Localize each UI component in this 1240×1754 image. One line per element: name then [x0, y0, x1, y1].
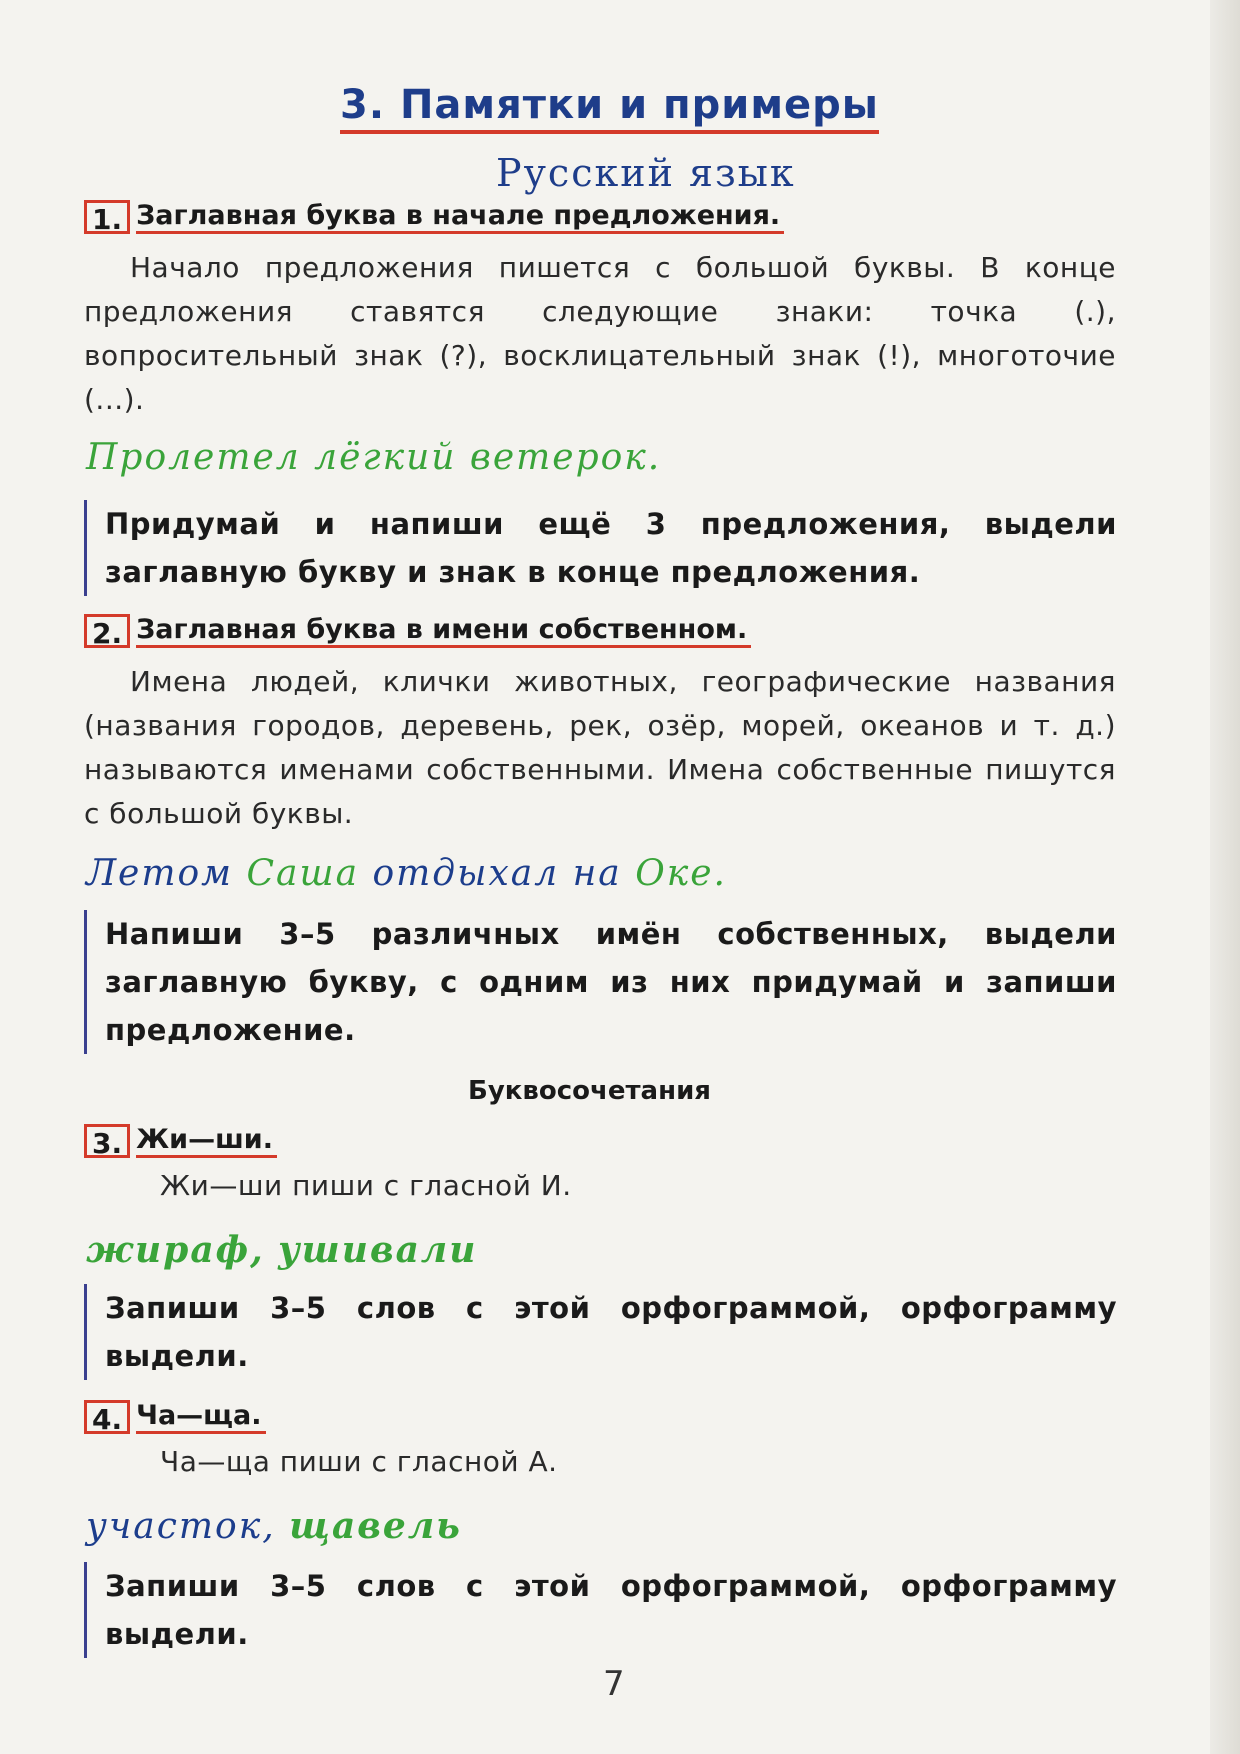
section-2-text: Имена людей, клички животных, географические названия (названия городов, деревень, рек, озёр, морей, океанов и т. д.) называются именами собственными. Имена собственные пишутся с большой буквы. — [84, 665, 1116, 830]
section-2-example — [86, 852, 727, 896]
section-title: Заглавная буква в имени собственном. — [136, 615, 751, 648]
subheading-letter-combinations: Буквосочетания — [468, 1076, 711, 1106]
section-1-text: Начало предложения пишется с большой буквы. В конце предложения ставятся следующие знаки: точка (.), вопросительный знак (?), восклицательный знак (!), многоточие (...). — [84, 251, 1116, 416]
section-title: Жи—ши. — [136, 1125, 277, 1158]
page-subtitle: Русский язык — [496, 151, 796, 195]
example-word: ушивали — [278, 1229, 478, 1271]
section-4-heading — [84, 1400, 266, 1434]
page-title: 3. Памятки и примеры — [340, 82, 879, 134]
section-4-task: Запиши 3–5 слов с этой орфограммой, орфограмму выдели. — [84, 1562, 1117, 1658]
example-word: Летом — [86, 853, 234, 894]
section-number: 4. — [84, 1400, 130, 1434]
section-1-task: Придумай и напиши ещё 3 предложения, выдели заглавную букву и знак в конце предложения. — [84, 500, 1117, 596]
section-title: Ча—ща. — [136, 1401, 265, 1434]
section-3-example — [86, 1228, 477, 1273]
section-3-heading — [84, 1124, 277, 1158]
section-1-heading — [84, 200, 784, 234]
section-number: 1. — [84, 200, 130, 234]
section-4-example — [86, 1504, 462, 1549]
example-word: Оке. — [635, 853, 727, 894]
page-number: 7 — [603, 1664, 625, 1704]
example-word: щавель — [289, 1505, 462, 1547]
example-word: участок, — [86, 1506, 276, 1547]
section-number: 3. — [84, 1124, 130, 1158]
section-3-task: Запиши 3–5 слов с этой орфограммой, орфограмму выдели. — [84, 1284, 1117, 1380]
page-edge — [1210, 0, 1240, 1754]
example-word: Саша — [246, 853, 360, 894]
example-word: отдыхал на — [372, 853, 622, 894]
section-number: 2. — [84, 614, 130, 648]
section-3-text: Жи—ши пиши с гласной И. — [160, 1169, 572, 1202]
section-title: Заглавная буква в начале предложения. — [136, 201, 784, 234]
section-4-text: Ча—ща пиши с гласной А. — [160, 1445, 558, 1478]
example-word: жираф, — [86, 1229, 265, 1271]
section-1-example: Пролетел лёгкий ветерок. — [86, 437, 662, 478]
section-2-task: Напиши 3–5 различных имён собственных, выдели заглавную букву, с одним из них придумай и запиши предложение. — [84, 910, 1117, 1054]
section-2-heading — [84, 614, 751, 648]
